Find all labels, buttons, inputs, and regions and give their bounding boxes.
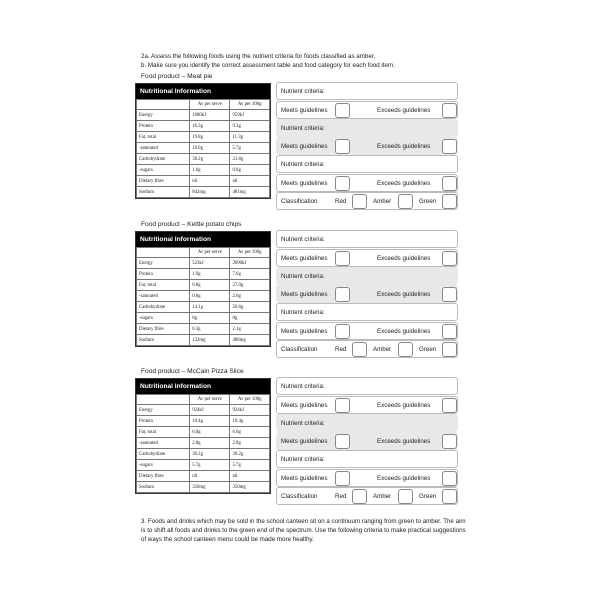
- exceeds-guidelines-label: Exceeds guidelines: [377, 107, 431, 114]
- nutrition-table-header: Nutritional Information: [136, 84, 270, 99]
- per-serve-value: 14.1g: [190, 302, 230, 313]
- per-serve-value: 6.8g: [190, 280, 230, 291]
- red-checkbox[interactable]: [352, 194, 367, 209]
- nutrient-criteria-field[interactable]: [276, 230, 458, 248]
- nutrient-criteria-field[interactable]: [276, 267, 458, 285]
- nutrient-label: Sodium: [137, 335, 190, 346]
- table-row: [137, 187, 270, 198]
- exceeds-guidelines-checkbox[interactable]: [442, 434, 457, 449]
- nutrient-criteria-field[interactable]: [276, 377, 458, 395]
- table-row: [137, 471, 270, 482]
- exceeds-guidelines-checkbox[interactable]: [442, 139, 457, 154]
- per-serve-value: 523kJ: [190, 258, 230, 269]
- table-row: [137, 427, 270, 438]
- meets-guidelines-label: Meets guidelines: [281, 402, 328, 409]
- green-checkbox[interactable]: [442, 342, 457, 357]
- per-serve-value: 350mg: [190, 482, 230, 493]
- nutrient-criteria-label: Nutrient criteria:: [281, 420, 325, 427]
- nutrient-criteria-label: Nutrient criteria:: [281, 309, 325, 316]
- table-row: [137, 416, 270, 427]
- red-label: Red: [335, 493, 347, 500]
- green-checkbox[interactable]: [442, 489, 457, 504]
- table-row: [137, 110, 270, 121]
- nutrient-label: Protein: [137, 121, 190, 132]
- per-100g-value: 2.6g: [230, 291, 270, 302]
- classification-label: Classification: [281, 198, 318, 205]
- nutrient-criteria-field[interactable]: [276, 303, 458, 321]
- nutrition-table: [135, 231, 271, 347]
- per-100g-value: 2.8g: [230, 438, 270, 449]
- per-serve-value: 924kJ: [190, 405, 230, 416]
- meets-guidelines-checkbox[interactable]: [335, 471, 350, 486]
- meets-guidelines-checkbox[interactable]: [335, 251, 350, 266]
- per-100g-value: 27.0g: [230, 280, 270, 291]
- exceeds-guidelines-checkbox[interactable]: [442, 103, 457, 118]
- blank-cell: [137, 248, 190, 258]
- nutrient-criteria-field[interactable]: [276, 82, 458, 100]
- guidelines-row: [276, 396, 458, 414]
- nutrient-label: -sugars: [137, 165, 190, 176]
- green-label: Green: [419, 198, 437, 205]
- nutrient-criteria-label: Nutrient criteria:: [281, 88, 325, 95]
- nutrient-label: Dietary fibre: [137, 324, 190, 335]
- nutrient-label: Sodium: [137, 482, 190, 493]
- meets-guidelines-label: Meets guidelines: [281, 475, 328, 482]
- table-row: [137, 313, 270, 324]
- table-row: [137, 291, 270, 302]
- table-row: [137, 335, 270, 346]
- per-100g-value: 2090kJ: [230, 258, 270, 269]
- per-serve-value: 0.3g: [190, 324, 230, 335]
- per-100g-value: 2.1g: [230, 324, 270, 335]
- instruction-b: b. Make sure you identify the correct assessment table and food category for each food item.: [141, 62, 395, 69]
- exceeds-guidelines-label: Exceeds guidelines: [377, 143, 431, 150]
- per-serve-value: 6.0g: [190, 427, 230, 438]
- classification-label: Classification: [281, 346, 318, 353]
- guidelines-row: [276, 469, 458, 487]
- per-100g-value: 7.6g: [230, 269, 270, 280]
- nutrient-label: Energy: [137, 110, 190, 121]
- food-title: Food product – Kettle potato chips: [141, 221, 242, 228]
- per-100g-value: 486mg: [230, 335, 270, 346]
- per-serve-value: 16.3g: [190, 121, 230, 132]
- meets-guidelines-checkbox[interactable]: [335, 324, 350, 339]
- instructions: [141, 52, 471, 70]
- nutrient-criteria-label: Nutrient criteria:: [281, 273, 325, 280]
- nutrient-label: Dietary fibre: [137, 471, 190, 482]
- amber-label: Amber: [373, 346, 392, 353]
- table-row: [137, 324, 270, 335]
- nutrient-label: Fat, total: [137, 427, 190, 438]
- exceeds-guidelines-label: Exceeds guidelines: [377, 328, 431, 335]
- table-row: [137, 165, 270, 176]
- nutrient-criteria-label: Nutrient criteria:: [281, 456, 325, 463]
- green-label: Green: [419, 346, 437, 353]
- guidelines-row: [276, 285, 458, 303]
- per-100g-value: 30.2g: [230, 449, 270, 460]
- nutrient-label: Fat, total: [137, 280, 190, 291]
- column-header-row: [137, 395, 270, 405]
- nutrition-table-header: Nutritional Information: [136, 379, 270, 394]
- per-100g-value: 959kJ: [230, 110, 270, 121]
- red-label: Red: [335, 346, 347, 353]
- nutrient-criteria-field[interactable]: [276, 119, 458, 137]
- per-serve-value: 38.2g: [190, 154, 230, 165]
- per-serve-value: 842mg: [190, 187, 230, 198]
- per-serve-value: 19.8g: [190, 132, 230, 143]
- red-checkbox[interactable]: [352, 342, 367, 357]
- nutrient-label: Energy: [137, 405, 190, 416]
- per-100g-value: 5.7g: [230, 143, 270, 154]
- exceeds-guidelines-checkbox[interactable]: [442, 471, 457, 486]
- nutrient-label: -sugars: [137, 460, 190, 471]
- nutrient-criteria-field[interactable]: [276, 155, 458, 173]
- table-row: [137, 258, 270, 269]
- question-3: 3. Foods and drinks which may be sold in the school canteen sit on a continuum ranging from green to amber. The aim is to shift all foods and drinks to the green end of the spectrum. Use the following criteria to make practical suggestions of ways the school canteen menu could be made more healthy.: [141, 518, 466, 543]
- guidelines-row: [276, 322, 458, 340]
- amber-label: Amber: [373, 493, 392, 500]
- exceeds-guidelines-checkbox[interactable]: [442, 287, 457, 302]
- column-header-row: [137, 248, 270, 258]
- guidelines-row: [276, 249, 458, 267]
- meets-guidelines-label: Meets guidelines: [281, 255, 328, 262]
- per-100g-value: 0.8g: [230, 165, 270, 176]
- nutrient-label: -saturated: [137, 291, 190, 302]
- exceeds-guidelines-checkbox[interactable]: [442, 251, 457, 266]
- per-100g-value: 0g: [230, 313, 270, 324]
- nutrition-table: [135, 83, 271, 199]
- meets-guidelines-label: Meets guidelines: [281, 328, 328, 335]
- per-100g-value: 350mg: [230, 482, 270, 493]
- nutrient-criteria-label: Nutrient criteria:: [281, 383, 325, 390]
- nutrient-label: Fat, total: [137, 132, 190, 143]
- table-row: [137, 405, 270, 416]
- per-serve-value: 30.2g: [190, 449, 230, 460]
- food-title: Food product – McCain Pizza Slice: [141, 368, 244, 375]
- table-row: [137, 302, 270, 313]
- meets-guidelines-checkbox[interactable]: [335, 139, 350, 154]
- nutrient-criteria-label: Nutrient criteria:: [281, 161, 325, 168]
- exceeds-guidelines-label: Exceeds guidelines: [377, 291, 431, 298]
- table-row: [137, 280, 270, 291]
- guidelines-row: [276, 432, 458, 450]
- nutrient-label: Dietary fibre: [137, 176, 190, 187]
- exceeds-guidelines-label: Exceeds guidelines: [377, 402, 431, 409]
- food-title: Food product – Meat pie: [141, 73, 213, 80]
- per-serve-value: 10.4g: [190, 416, 230, 427]
- guidelines-row: [276, 174, 458, 192]
- red-label: Red: [335, 198, 347, 205]
- meets-guidelines-label: Meets guidelines: [281, 180, 328, 187]
- per-100g-value: 6.0g: [230, 427, 270, 438]
- per-100g-value: 21.8g: [230, 154, 270, 165]
- nutrient-criteria-field[interactable]: [276, 414, 458, 432]
- blank-cell: [137, 395, 190, 405]
- meets-guidelines-label: Meets guidelines: [281, 107, 328, 114]
- table-row: [137, 154, 270, 165]
- col-av-per-serve: Av per serve: [190, 248, 230, 258]
- per-serve-value: 1.9g: [190, 269, 230, 280]
- table-row: [137, 460, 270, 471]
- per-serve-value: 122mg: [190, 335, 230, 346]
- table-row: [137, 438, 270, 449]
- column-header-row: [137, 100, 270, 110]
- per-100g-value: 10.4g: [230, 416, 270, 427]
- table-row: [137, 176, 270, 187]
- per-serve-value: 10.0g: [190, 143, 230, 154]
- per-100g-value: 9.3g: [230, 121, 270, 132]
- per-100g-value: 5.7g: [230, 460, 270, 471]
- meets-guidelines-checkbox[interactable]: [335, 103, 350, 118]
- classification-row: [276, 340, 458, 358]
- amber-checkbox[interactable]: [398, 342, 413, 357]
- per-serve-value: 2.8g: [190, 438, 230, 449]
- per-serve-value: 1.6g: [190, 165, 230, 176]
- meets-guidelines-label: Meets guidelines: [281, 291, 328, 298]
- per-100g-value: 56.6g: [230, 302, 270, 313]
- nutrient-label: Carbohydrate: [137, 302, 190, 313]
- col-av-per-100g: Av per 100g: [230, 395, 270, 405]
- per-serve-value: 1680kJ: [190, 110, 230, 121]
- per-100g-value: 481mg: [230, 187, 270, 198]
- exceeds-guidelines-label: Exceeds guidelines: [377, 255, 431, 262]
- nutrient-criteria-label: Nutrient criteria:: [281, 236, 325, 243]
- nutrient-label: -saturated: [137, 438, 190, 449]
- classification-row: [276, 192, 458, 210]
- nutrition-table: [135, 378, 271, 494]
- nutrient-label: Protein: [137, 416, 190, 427]
- table-row: [137, 132, 270, 143]
- per-serve-value: nil: [190, 471, 230, 482]
- meets-guidelines-checkbox[interactable]: [335, 434, 350, 449]
- table-row: [137, 449, 270, 460]
- guidelines-row: [276, 101, 458, 119]
- per-100g-value: 924kJ: [230, 405, 270, 416]
- meets-guidelines-label: Meets guidelines: [281, 143, 328, 150]
- instruction-a: 2a. Assess the following foods using the nutrient criteria for foods classified as amber.: [141, 53, 376, 60]
- table-row: [137, 143, 270, 154]
- col-av-per-100g: Av per 100g: [230, 248, 270, 258]
- per-serve-value: nil: [190, 176, 230, 187]
- exceeds-guidelines-checkbox[interactable]: [442, 324, 457, 339]
- nutrient-label: -saturated: [137, 143, 190, 154]
- per-serve-value: 5.7g: [190, 460, 230, 471]
- per-100g-value: nil: [230, 176, 270, 187]
- amber-checkbox[interactable]: [398, 194, 413, 209]
- green-label: Green: [419, 493, 437, 500]
- nutrient-label: Energy: [137, 258, 190, 269]
- classification-row: [276, 487, 458, 505]
- green-checkbox[interactable]: [442, 194, 457, 209]
- col-av-per-serve: Av per serve: [190, 100, 230, 110]
- table-row: [137, 482, 270, 493]
- exceeds-guidelines-checkbox[interactable]: [442, 398, 457, 413]
- per-serve-value: 0g: [190, 313, 230, 324]
- nutrition-table-header: Nutritional Information: [136, 232, 270, 247]
- exceeds-guidelines-checkbox[interactable]: [442, 176, 457, 191]
- col-av-per-100g: Av per 100g: [230, 100, 270, 110]
- amber-checkbox[interactable]: [398, 489, 413, 504]
- per-serve-value: 0.6g: [190, 291, 230, 302]
- exceeds-guidelines-label: Exceeds guidelines: [377, 475, 431, 482]
- nutrient-criteria-field[interactable]: [276, 450, 458, 468]
- blank-cell: [137, 100, 190, 110]
- guidelines-row: [276, 137, 458, 155]
- nutrient-label: Carbohydrate: [137, 154, 190, 165]
- exceeds-guidelines-label: Exceeds guidelines: [377, 180, 431, 187]
- meets-guidelines-checkbox[interactable]: [335, 176, 350, 191]
- table-row: [137, 269, 270, 280]
- amber-label: Amber: [373, 198, 392, 205]
- nutrient-label: Protein: [137, 269, 190, 280]
- nutrient-label: -sugars: [137, 313, 190, 324]
- exceeds-guidelines-label: Exceeds guidelines: [377, 438, 431, 445]
- nutrient-criteria-label: Nutrient criteria:: [281, 125, 325, 132]
- meets-guidelines-label: Meets guidelines: [281, 438, 328, 445]
- per-100g-value: nil: [230, 471, 270, 482]
- nutrient-label: Carbohydrate: [137, 449, 190, 460]
- meets-guidelines-checkbox[interactable]: [335, 398, 350, 413]
- meets-guidelines-checkbox[interactable]: [335, 287, 350, 302]
- red-checkbox[interactable]: [352, 489, 367, 504]
- nutrient-label: Sodium: [137, 187, 190, 198]
- classification-label: Classification: [281, 493, 318, 500]
- col-av-per-serve: Av per serve: [190, 395, 230, 405]
- table-row: [137, 121, 270, 132]
- per-100g-value: 11.3g: [230, 132, 270, 143]
